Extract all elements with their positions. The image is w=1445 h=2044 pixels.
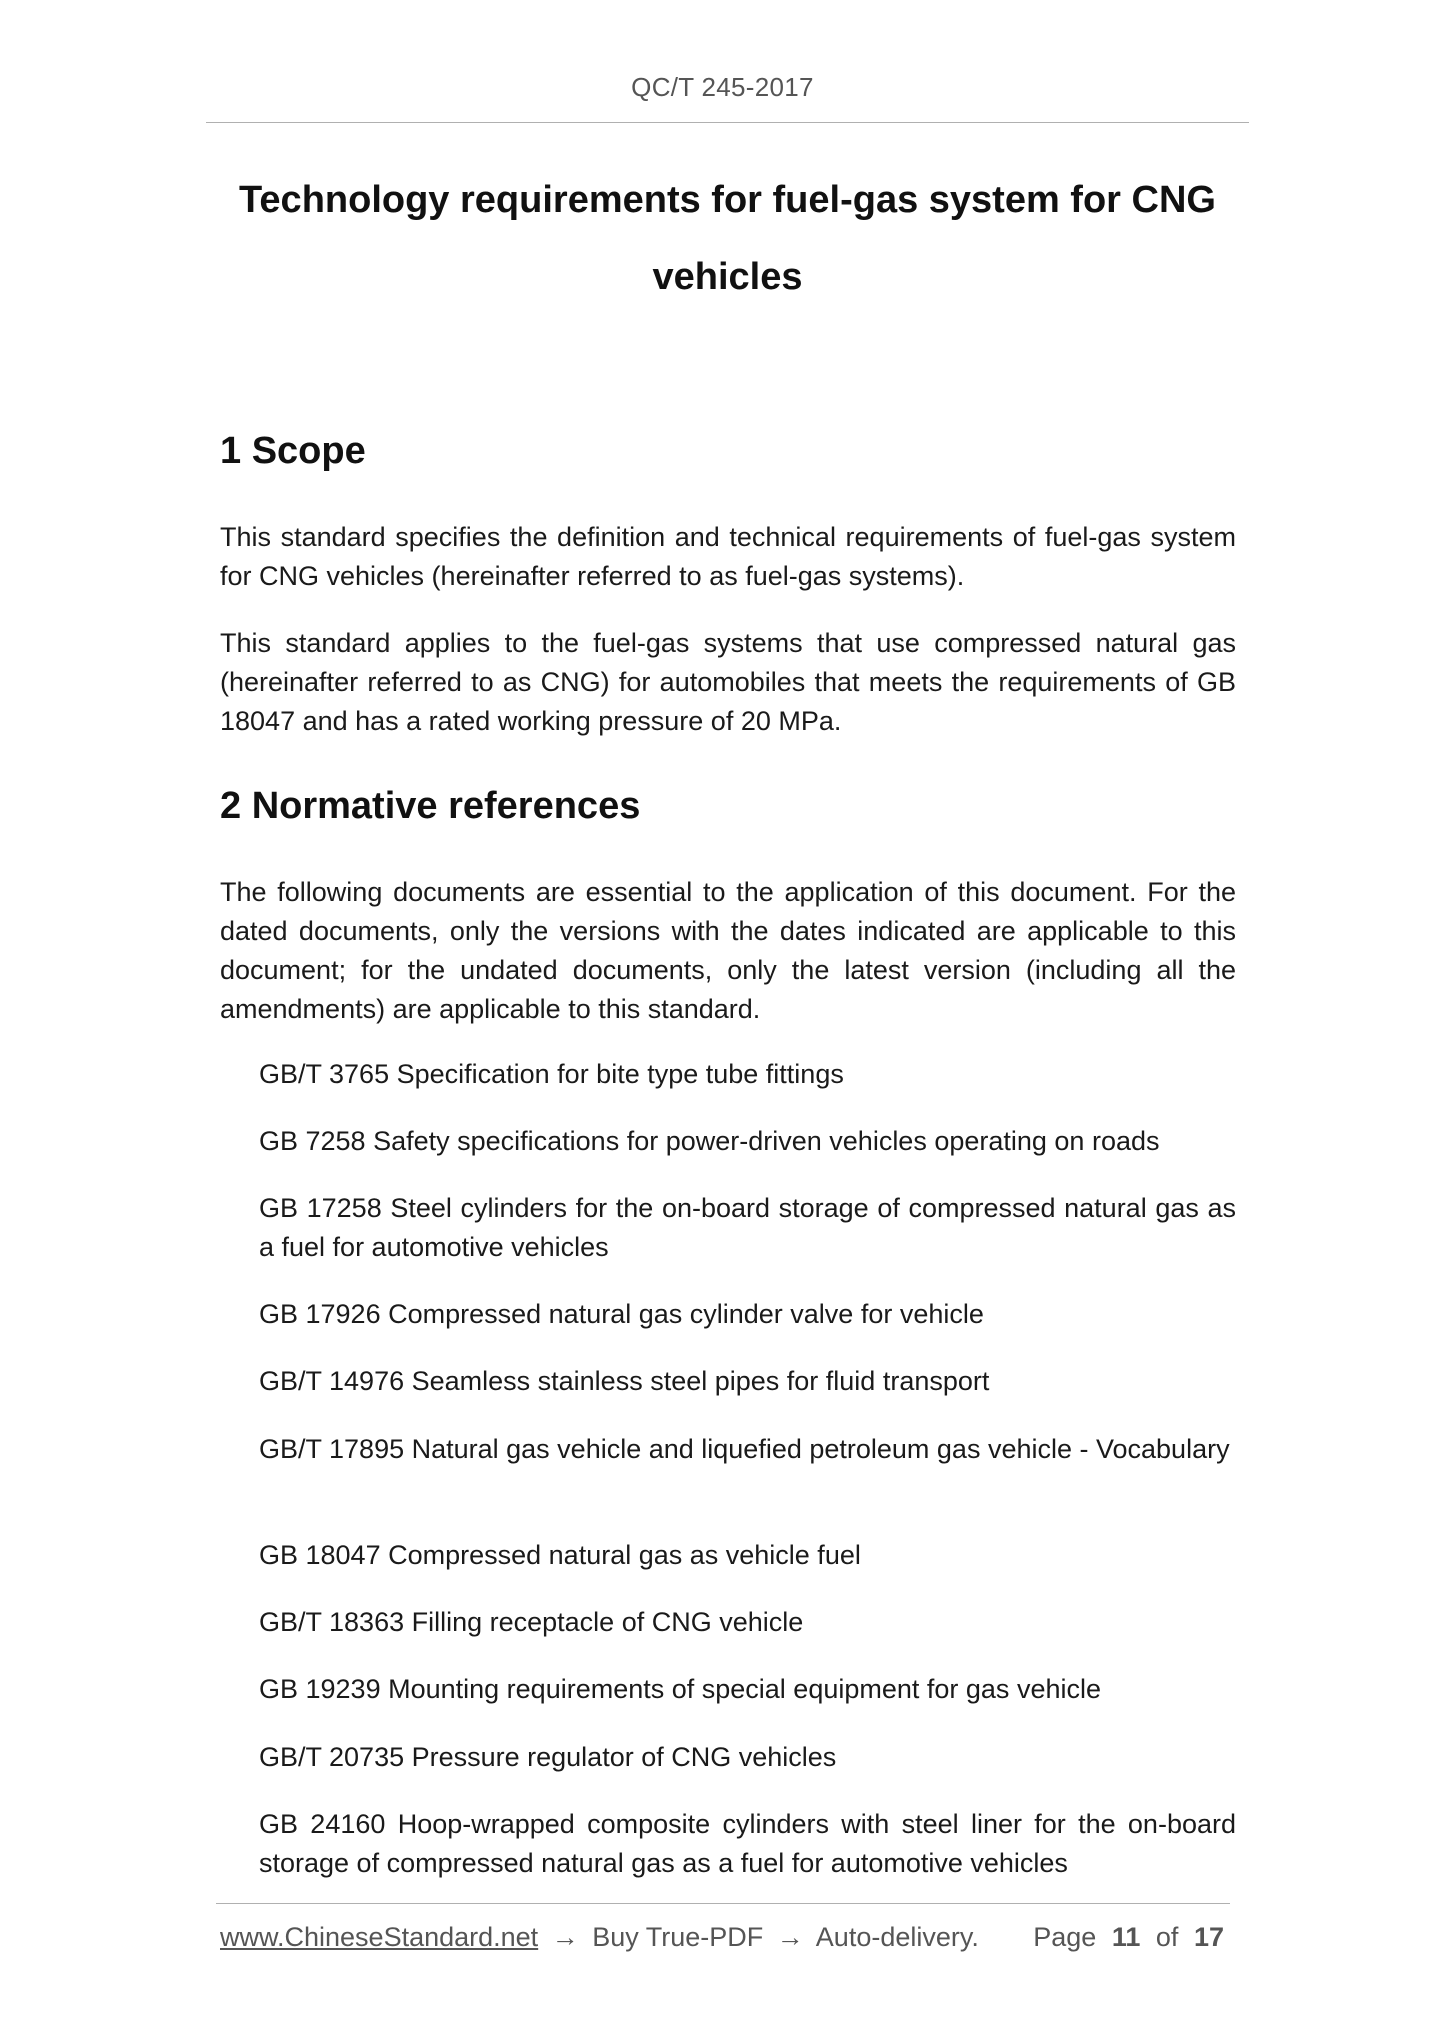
reference-item: GB/T 3765 Specification for bite type tube fittings [259, 1059, 844, 1089]
site-link[interactable]: www.ChineseStandard.net [220, 1922, 539, 1952]
reference-item: GB/T 17895 Natural gas vehicle and liquefied petroleum gas vehicle - Vocabulary [259, 1434, 1230, 1464]
standard-code-header: QC/T 245-2017 [631, 72, 814, 102]
header-divider [206, 122, 1249, 123]
page-label: Page [1033, 1922, 1097, 1952]
normative-intro-paragraph: The following documents are essential to the application of this document. For the dated documents, only the versions with the dates indicated are applicable to this document; for the undated documents, only the latest version (including all the amendments) are applicable to this standard. [220, 877, 1236, 1024]
reference-item: GB 19239 Mounting requirements of special equipment for gas vehicle [259, 1674, 1101, 1704]
of-label: of [1155, 1922, 1179, 1952]
total-pages-number: 17 [1193, 1922, 1224, 1952]
reference-item: GB 17926 Compressed natural gas cylinder valve for vehicle [259, 1299, 984, 1329]
footer-divider [216, 1903, 1230, 1904]
page-footer [220, 1922, 1232, 1962]
document-title [206, 162, 1249, 316]
auto-delivery-text: Auto-delivery. [815, 1922, 979, 1952]
current-page-number: 11 [1111, 1922, 1141, 1952]
reference-item: GB/T 20735 Pressure regulator of CNG vehicles [259, 1742, 837, 1772]
reference-item: GB 18047 Compressed natural gas as vehicle fuel [259, 1540, 861, 1570]
scope-paragraph-1: This standard specifies the definition and technical requirements of fuel-gas system for CNG vehicles (hereinafter referred to as fuel-gas systems). [220, 522, 1236, 591]
reference-item: GB/T 18363 Filling receptacle of CNG vehicle [259, 1607, 804, 1637]
scope-paragraph-2: This standard applies to the fuel-gas systems that use compressed natural gas (hereinafter referred to as CNG) for automobiles that meets the requirements of GB 18047 and has a rated working pressure of 20 MPa. [220, 628, 1236, 736]
arrow-right-icon: → [776, 1922, 804, 1952]
section-heading-scope: 1 Scope [220, 430, 366, 472]
reference-item: GB 24160 Hoop-wrapped composite cylinders with steel liner for the on-board storage of compressed natural gas as a fuel for automotive vehicles [259, 1809, 1236, 1878]
reference-item: GB 17258 Steel cylinders for the on-board storage of compressed natural gas as a fuel for automotive vehicles [259, 1193, 1236, 1262]
footer-promo [220, 1922, 979, 1953]
document-title-line-1: Technology requirements for fuel-gas system for CNG [239, 179, 1216, 221]
page-number [1033, 1922, 1232, 1953]
reference-item: GB/T 14976 Seamless stainless steel pipes for fluid transport [259, 1366, 990, 1396]
document-title-line-2: vehicles [652, 256, 803, 298]
arrow-right-icon: → [551, 1922, 579, 1952]
reference-item: GB 7258 Safety specifications for power-driven vehicles operating on roads [259, 1126, 1160, 1156]
section-heading-normative-references: 2 Normative references [220, 785, 641, 827]
buy-pdf-text: Buy True-PDF [592, 1922, 764, 1952]
